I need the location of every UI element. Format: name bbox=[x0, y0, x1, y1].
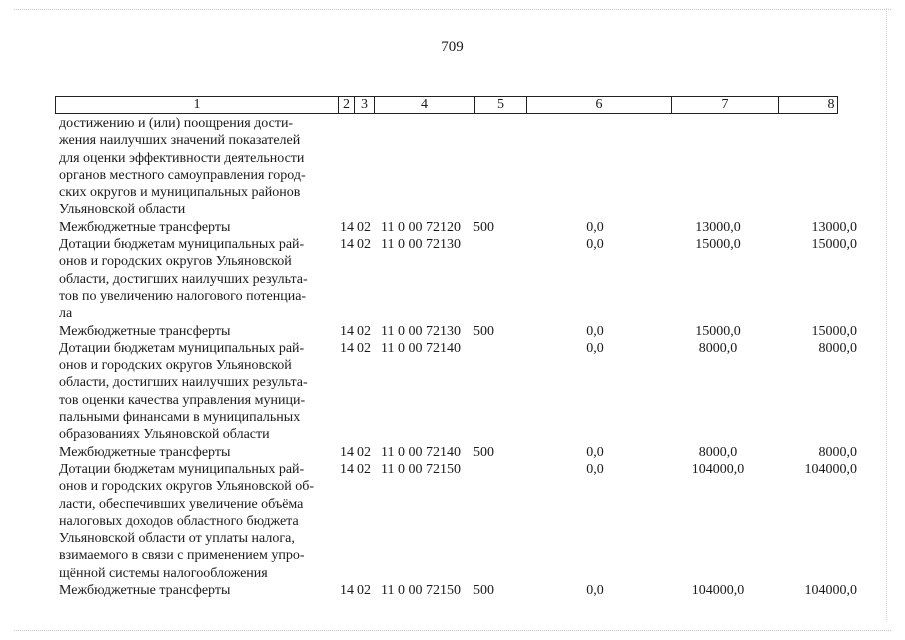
expense-type-code: 500 bbox=[473, 583, 494, 599]
table-row bbox=[59, 236, 857, 322]
amount-col7: 13000,0 bbox=[695, 219, 741, 235]
amount-col6: 0,0 bbox=[586, 444, 604, 460]
target-article-code: 11 0 00 72120 bbox=[381, 219, 461, 235]
amount-col8: 8000,0 bbox=[818, 444, 857, 460]
column-header: 1 bbox=[56, 97, 339, 113]
item-description: Межбюджетные трансферты bbox=[59, 219, 231, 235]
target-article-code: 11 0 00 72140 bbox=[381, 340, 461, 356]
column-header: 2 bbox=[339, 97, 355, 113]
amount-col6: 0,0 bbox=[586, 219, 604, 235]
target-article-code: 11 0 00 72140 bbox=[381, 444, 461, 460]
section-code: 14 bbox=[340, 340, 354, 356]
section-code: 14 bbox=[340, 444, 354, 460]
amount-col8: 15000,0 bbox=[811, 323, 857, 339]
table-row bbox=[59, 582, 857, 599]
expense-type-code bbox=[473, 236, 517, 322]
amount-col6: 0,0 bbox=[586, 461, 604, 477]
column-header: 6 bbox=[527, 97, 672, 113]
section-code bbox=[337, 115, 357, 219]
table-body bbox=[59, 115, 857, 599]
target-article-code: 11 0 00 72150 bbox=[381, 461, 461, 477]
page-number: 709 bbox=[441, 39, 464, 55]
expense-type-code bbox=[473, 115, 517, 219]
amount-col7: 8000,0 bbox=[698, 340, 738, 356]
table-header bbox=[55, 96, 838, 114]
item-description: Дотации бюджетам муниципальных рай- онов и городских округов Ульяновской области, достигших наилучших результа- тов оценки качества управления муници- пальными финансами в муниципальных образованиях Ульяновской области bbox=[59, 340, 308, 443]
section-code: 14 bbox=[340, 583, 354, 599]
item-description: Межбюджетные трансферты bbox=[59, 444, 231, 460]
column-header: 8 bbox=[827, 97, 835, 112]
target-article-code: 11 0 00 72130 bbox=[381, 237, 461, 253]
table-row bbox=[59, 219, 857, 236]
amount-col6: 0,0 bbox=[586, 237, 604, 253]
amount-col7: 104000,0 bbox=[691, 461, 745, 477]
item-description: Межбюджетные трансферты bbox=[59, 323, 231, 339]
scan-edge bbox=[14, 630, 891, 631]
table-row bbox=[59, 115, 839, 219]
item-description: достижению и (или) поощрения дости- жения наилучших значений показателей для оценки эффективности деятельности органов местного самоуправления город- ских округов и муниципальных районов Ульяновской области bbox=[59, 116, 306, 218]
amount-col8: 104000,0 bbox=[804, 461, 857, 477]
subsection-code: 02 bbox=[357, 323, 371, 339]
target-article-code: 11 0 00 72130 bbox=[381, 323, 461, 339]
item-description: Дотации бюджетам муниципальных рай- онов и городских округов Ульяновской области, достигших наилучших результа- тов по увеличению налогового потенциа- ла bbox=[59, 237, 308, 322]
subsection-code: 02 bbox=[357, 583, 371, 599]
amount-col7 bbox=[663, 115, 769, 219]
item-description: Межбюджетные трансферты bbox=[59, 583, 231, 599]
amount-col6: 0,0 bbox=[586, 340, 604, 356]
scan-edge bbox=[14, 9, 891, 10]
table-row bbox=[59, 461, 857, 582]
amount-col7: 8000,0 bbox=[698, 444, 738, 460]
table-row bbox=[59, 323, 857, 340]
amount-col8: 104000,0 bbox=[804, 583, 857, 599]
target-article-code bbox=[381, 115, 473, 219]
amount-col8: 15000,0 bbox=[811, 237, 857, 253]
amount-col8 bbox=[769, 115, 875, 219]
subsection-code: 02 bbox=[357, 219, 371, 235]
section-code: 14 bbox=[340, 219, 354, 235]
expense-type-code: 500 bbox=[473, 444, 494, 460]
column-header: 4 bbox=[375, 97, 475, 113]
subsection-code: 02 bbox=[357, 461, 371, 477]
amount-col8: 8000,0 bbox=[818, 340, 857, 356]
amount-col7: 15000,0 bbox=[695, 237, 741, 253]
amount-col6 bbox=[517, 115, 663, 219]
subsection-code: 02 bbox=[357, 340, 371, 356]
amount-col7: 104000,0 bbox=[691, 583, 745, 599]
column-header: 3 bbox=[355, 97, 375, 113]
section-code: 14 bbox=[340, 461, 354, 477]
expense-type-code: 500 bbox=[473, 323, 494, 339]
expense-type-code bbox=[473, 461, 517, 582]
column-header: 7 bbox=[672, 97, 779, 113]
section-code: 14 bbox=[340, 323, 354, 339]
subsection-code: 02 bbox=[357, 444, 371, 460]
amount-col6: 0,0 bbox=[586, 323, 604, 339]
expense-type-code: 500 bbox=[473, 219, 494, 235]
item-description: Дотации бюджетам муниципальных рай- онов и городских округов Ульяновской об- ласти, обеспечивших увеличение объёма налоговых доходов областного бюджета Ульяновской области от уплаты налога, взимаемого в связи с применением упро- щённой системы налогообложения bbox=[59, 461, 315, 581]
table-row bbox=[59, 340, 857, 444]
section-code: 14 bbox=[340, 237, 354, 253]
amount-col6: 0,0 bbox=[586, 583, 604, 599]
subsection-code: 02 bbox=[357, 237, 371, 253]
target-article-code: 11 0 00 72150 bbox=[381, 583, 461, 599]
amount-col7: 15000,0 bbox=[695, 323, 741, 339]
amount-col8: 13000,0 bbox=[811, 219, 857, 235]
column-header: 5 bbox=[475, 97, 527, 113]
expense-type-code bbox=[473, 340, 517, 444]
scan-edge bbox=[886, 8, 887, 620]
subsection-code bbox=[357, 115, 381, 219]
table-row bbox=[59, 444, 857, 461]
